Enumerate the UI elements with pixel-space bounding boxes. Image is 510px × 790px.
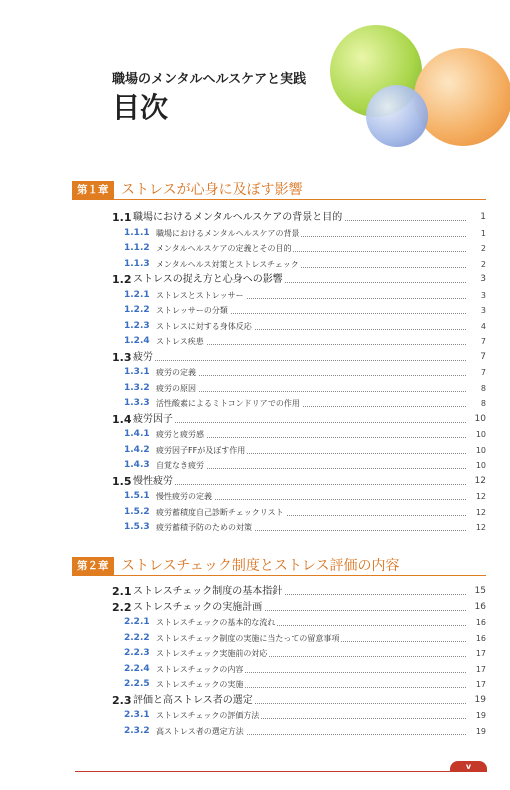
entry-page-number: 7 xyxy=(480,337,486,346)
entry-number: 2.3.2 xyxy=(124,725,150,736)
entry-page-number: 10 xyxy=(475,445,486,455)
toc-subsection-entry[interactable] xyxy=(0,489,510,504)
entry-page-number: 10 xyxy=(474,413,486,424)
entry-number: 2.3.1 xyxy=(124,710,150,720)
toc-subsection-entry[interactable] xyxy=(0,319,510,334)
entry-text xyxy=(133,600,466,615)
entry-number: 2.2.4 xyxy=(124,663,150,674)
entry-text xyxy=(133,350,466,365)
entry-number: 1.5.1 xyxy=(124,491,150,501)
toc-section-entry[interactable] xyxy=(0,600,510,615)
chapter-badge: 第１章 xyxy=(72,181,114,199)
toc-subsection-entry[interactable] xyxy=(0,365,510,380)
entry-text xyxy=(156,708,466,723)
toc-subsection-entry[interactable] xyxy=(0,288,510,303)
chapter-badge: 第２章 xyxy=(72,557,114,575)
entry-page-number: 2 xyxy=(480,244,486,253)
entry-number: 2.2.1 xyxy=(124,617,150,627)
entry-text xyxy=(133,693,466,708)
decorative-orange-circle xyxy=(414,48,510,146)
entry-text xyxy=(133,474,466,489)
toc-subsection-entry[interactable] xyxy=(0,615,510,630)
toc-subsection-entry[interactable] xyxy=(0,427,510,442)
entry-text xyxy=(156,396,466,411)
entry-number: 1.2.3 xyxy=(124,320,150,331)
entry-label: 自覚なき疲労 xyxy=(156,461,204,470)
entry-text xyxy=(156,615,466,630)
entry-number: 2.2.5 xyxy=(124,679,150,689)
dot-leader xyxy=(133,484,466,485)
toc-subsection-entry[interactable] xyxy=(0,520,510,535)
entry-number: 2.1 xyxy=(112,585,132,598)
entry-number: 1.4 xyxy=(112,412,132,426)
entry-text xyxy=(156,303,466,318)
entry-page-number: 1 xyxy=(480,212,486,222)
toc-section-entry[interactable] xyxy=(0,350,510,365)
entry-page-number: 16 xyxy=(475,618,486,627)
toc-subsection-entry[interactable] xyxy=(0,381,510,396)
entry-number: 2.2.2 xyxy=(124,632,150,643)
entry-label: ストレッサーの分類 xyxy=(156,306,228,315)
entry-label: 評価と高ストレス者の選定 xyxy=(133,694,253,706)
entry-text xyxy=(156,662,466,677)
entry-number: 1.1.1 xyxy=(124,227,150,238)
entry-page-number: 7 xyxy=(480,351,486,362)
entry-label: ストレス疾患 xyxy=(156,337,204,346)
decorative-blue-circle xyxy=(366,85,428,147)
entry-label: ストレスに対する身体反応 xyxy=(156,321,252,331)
entry-label: 疲労の原因 xyxy=(156,383,196,393)
toc-subsection-entry[interactable] xyxy=(0,708,510,723)
entry-number: 2.2.3 xyxy=(124,648,150,658)
chapter-heading xyxy=(72,556,486,576)
entry-number: 1.3 xyxy=(112,350,132,364)
entry-number: 2.3 xyxy=(112,693,132,707)
dot-leader xyxy=(133,360,466,361)
entry-number: 1.2.1 xyxy=(124,289,150,300)
entry-label: ストレスチェック制度の基本指針 xyxy=(133,586,283,597)
entry-text xyxy=(156,427,466,442)
entry-label: ストレスの捉え方と心身への影響 xyxy=(133,274,283,285)
entry-text xyxy=(156,226,466,241)
entry-page-number: 4 xyxy=(480,321,486,331)
entry-page-number: 19 xyxy=(474,694,486,705)
entry-page-number: 12 xyxy=(475,523,486,532)
entry-page-number: 17 xyxy=(475,664,486,674)
entry-number: 1.2.4 xyxy=(124,336,150,346)
toc-subsection-entry[interactable] xyxy=(0,662,510,677)
entry-label: ストレスチェックの基本的な流れ xyxy=(156,618,276,627)
entry-label: 疲労の定義 xyxy=(156,368,196,377)
toc-subsection-entry[interactable] xyxy=(0,396,510,411)
toc-subsection-entry[interactable] xyxy=(0,241,510,256)
entry-number: 1.1.2 xyxy=(124,243,150,253)
entry-number: 1.1.3 xyxy=(124,258,150,269)
toc-subsection-entry[interactable] xyxy=(0,505,510,520)
toc-section-entry[interactable] xyxy=(0,584,510,599)
entry-text xyxy=(156,241,466,256)
chapter-title: ストレスが心身に及ぼす影響 xyxy=(121,182,303,198)
entry-page-number: 10 xyxy=(475,461,486,470)
entry-number: 1.3.2 xyxy=(124,382,150,393)
entry-label: ストレスチェックの評価方法 xyxy=(156,711,260,720)
entry-label: ストレスとストレッサー xyxy=(156,290,244,300)
toc-section-entry[interactable] xyxy=(0,693,510,708)
entry-text xyxy=(133,412,466,427)
entry-label: 疲労蓄積度自己診断チェックリスト xyxy=(156,507,284,517)
entry-text xyxy=(156,520,466,535)
entry-page-number: 3 xyxy=(480,274,486,284)
toc-subsection-entry[interactable] xyxy=(0,631,510,646)
entry-text xyxy=(156,489,466,504)
entry-text xyxy=(156,381,466,396)
chapter-heading xyxy=(72,180,486,200)
entry-label: ストレスチェックの実施 xyxy=(156,680,244,689)
toc-subsection-entry[interactable] xyxy=(0,257,510,272)
book-title: 職場のメンタルヘルスケアと実践 xyxy=(112,72,307,87)
entry-text xyxy=(156,443,466,458)
entry-label: ストレスチェックの内容 xyxy=(156,664,244,674)
entry-text xyxy=(156,724,466,739)
entry-label: 慢性疲労 xyxy=(133,475,173,487)
entry-label: 疲労因子 xyxy=(133,413,173,425)
entry-page-number: 12 xyxy=(474,475,486,486)
entry-page-number: 19 xyxy=(475,726,486,736)
dot-leader xyxy=(156,391,466,392)
entry-label: 慢性疲労の定義 xyxy=(156,492,212,501)
entry-label: 疲労 xyxy=(133,351,153,363)
entry-text xyxy=(133,584,466,599)
entry-text xyxy=(133,272,466,287)
entry-label: ストレスチェック実施前の対応 xyxy=(156,649,268,658)
entry-page-number: 12 xyxy=(475,492,486,501)
entry-number: 1.2 xyxy=(112,273,132,286)
toc-section-entry[interactable] xyxy=(0,474,510,489)
entry-label: 疲労因子FFが及ぼす作用 xyxy=(156,445,246,455)
toc-subsection-entry[interactable] xyxy=(0,724,510,739)
toc-section-entry[interactable] xyxy=(0,272,510,287)
entry-label: 活性酸素によるミトコンドリアでの作用 xyxy=(156,399,300,408)
entry-text xyxy=(156,257,466,272)
entry-label: 職場におけるメンタルヘルスケアの背景と目的 xyxy=(133,212,343,223)
toc-subsection-entry[interactable] xyxy=(0,443,510,458)
entry-number: 1.4.1 xyxy=(124,429,150,439)
entry-text xyxy=(156,288,466,303)
entry-text xyxy=(156,631,466,646)
entry-page-number: 3 xyxy=(480,306,486,315)
entry-text xyxy=(156,677,466,692)
entry-number: 1.3.1 xyxy=(124,367,150,377)
entry-label: メンタルヘルスケアの定義とその目的 xyxy=(156,244,292,253)
entry-text xyxy=(156,505,466,520)
entry-label: 疲労と疲労感 xyxy=(156,430,204,439)
entry-number: 1.4.3 xyxy=(124,460,150,470)
entry-number: 1.1 xyxy=(112,211,132,224)
entry-page-number: 2 xyxy=(480,259,486,269)
entry-number: 1.5.3 xyxy=(124,522,150,532)
entry-page-number: 8 xyxy=(480,399,486,408)
entry-page-number: 16 xyxy=(474,601,486,612)
entry-number: 2.2 xyxy=(112,600,132,614)
entry-page-number: 16 xyxy=(475,633,486,643)
toc-subsection-entry[interactable] xyxy=(0,226,510,241)
entry-page-number: 17 xyxy=(475,649,486,658)
entry-page-number: 17 xyxy=(475,680,486,689)
entry-label: 職場におけるメンタルヘルスケアの背景 xyxy=(156,228,300,238)
entry-page-number: 7 xyxy=(480,368,486,377)
entry-label: メンタルヘルス対策とストレスチェック xyxy=(156,259,299,269)
entry-label: 疲労蓄積予防のための対策 xyxy=(156,523,252,532)
dot-leader xyxy=(133,422,466,423)
entry-page-number: 3 xyxy=(480,290,486,300)
toc-subsection-entry[interactable] xyxy=(0,646,510,661)
footer-rule xyxy=(75,771,487,772)
entry-page-number: 8 xyxy=(480,383,486,393)
entry-text xyxy=(156,458,466,473)
entry-label: ストレスチェックの実施計画 xyxy=(133,601,263,613)
entry-page-number: 12 xyxy=(475,507,486,517)
toc-subsection-entry[interactable] xyxy=(0,458,510,473)
entry-text xyxy=(156,646,466,661)
footer-page-number: v xyxy=(465,762,472,771)
entry-text xyxy=(133,210,466,225)
entry-page-number: 1 xyxy=(480,228,486,238)
entry-number: 1.2.2 xyxy=(124,305,150,315)
entry-text xyxy=(156,319,466,334)
toc-title: 目次 xyxy=(112,91,169,124)
entry-number: 1.3.3 xyxy=(124,398,150,408)
entry-page-number: 10 xyxy=(475,430,486,439)
toc-subsection-entry[interactable] xyxy=(0,334,510,349)
toc-section-entry[interactable] xyxy=(0,210,510,225)
entry-label: 高ストレス者の選定方法 xyxy=(156,726,244,736)
entry-number: 1.4.2 xyxy=(124,444,150,455)
entry-label: ストレスチェック制度の実施に当たっての留意事項 xyxy=(156,633,340,643)
chapter-title: ストレスチェック制度とストレス評価の内容 xyxy=(121,558,400,574)
entry-text xyxy=(156,334,466,349)
toc-subsection-entry[interactable] xyxy=(0,677,510,692)
entry-text xyxy=(156,365,466,380)
entry-number: 1.5.2 xyxy=(124,506,150,517)
entry-number: 1.5 xyxy=(112,474,132,488)
toc-section-entry[interactable] xyxy=(0,412,510,427)
toc-subsection-entry[interactable] xyxy=(0,303,510,318)
dot-leader xyxy=(156,375,466,376)
entry-page-number: 15 xyxy=(474,586,486,596)
entry-page-number: 19 xyxy=(475,711,486,720)
